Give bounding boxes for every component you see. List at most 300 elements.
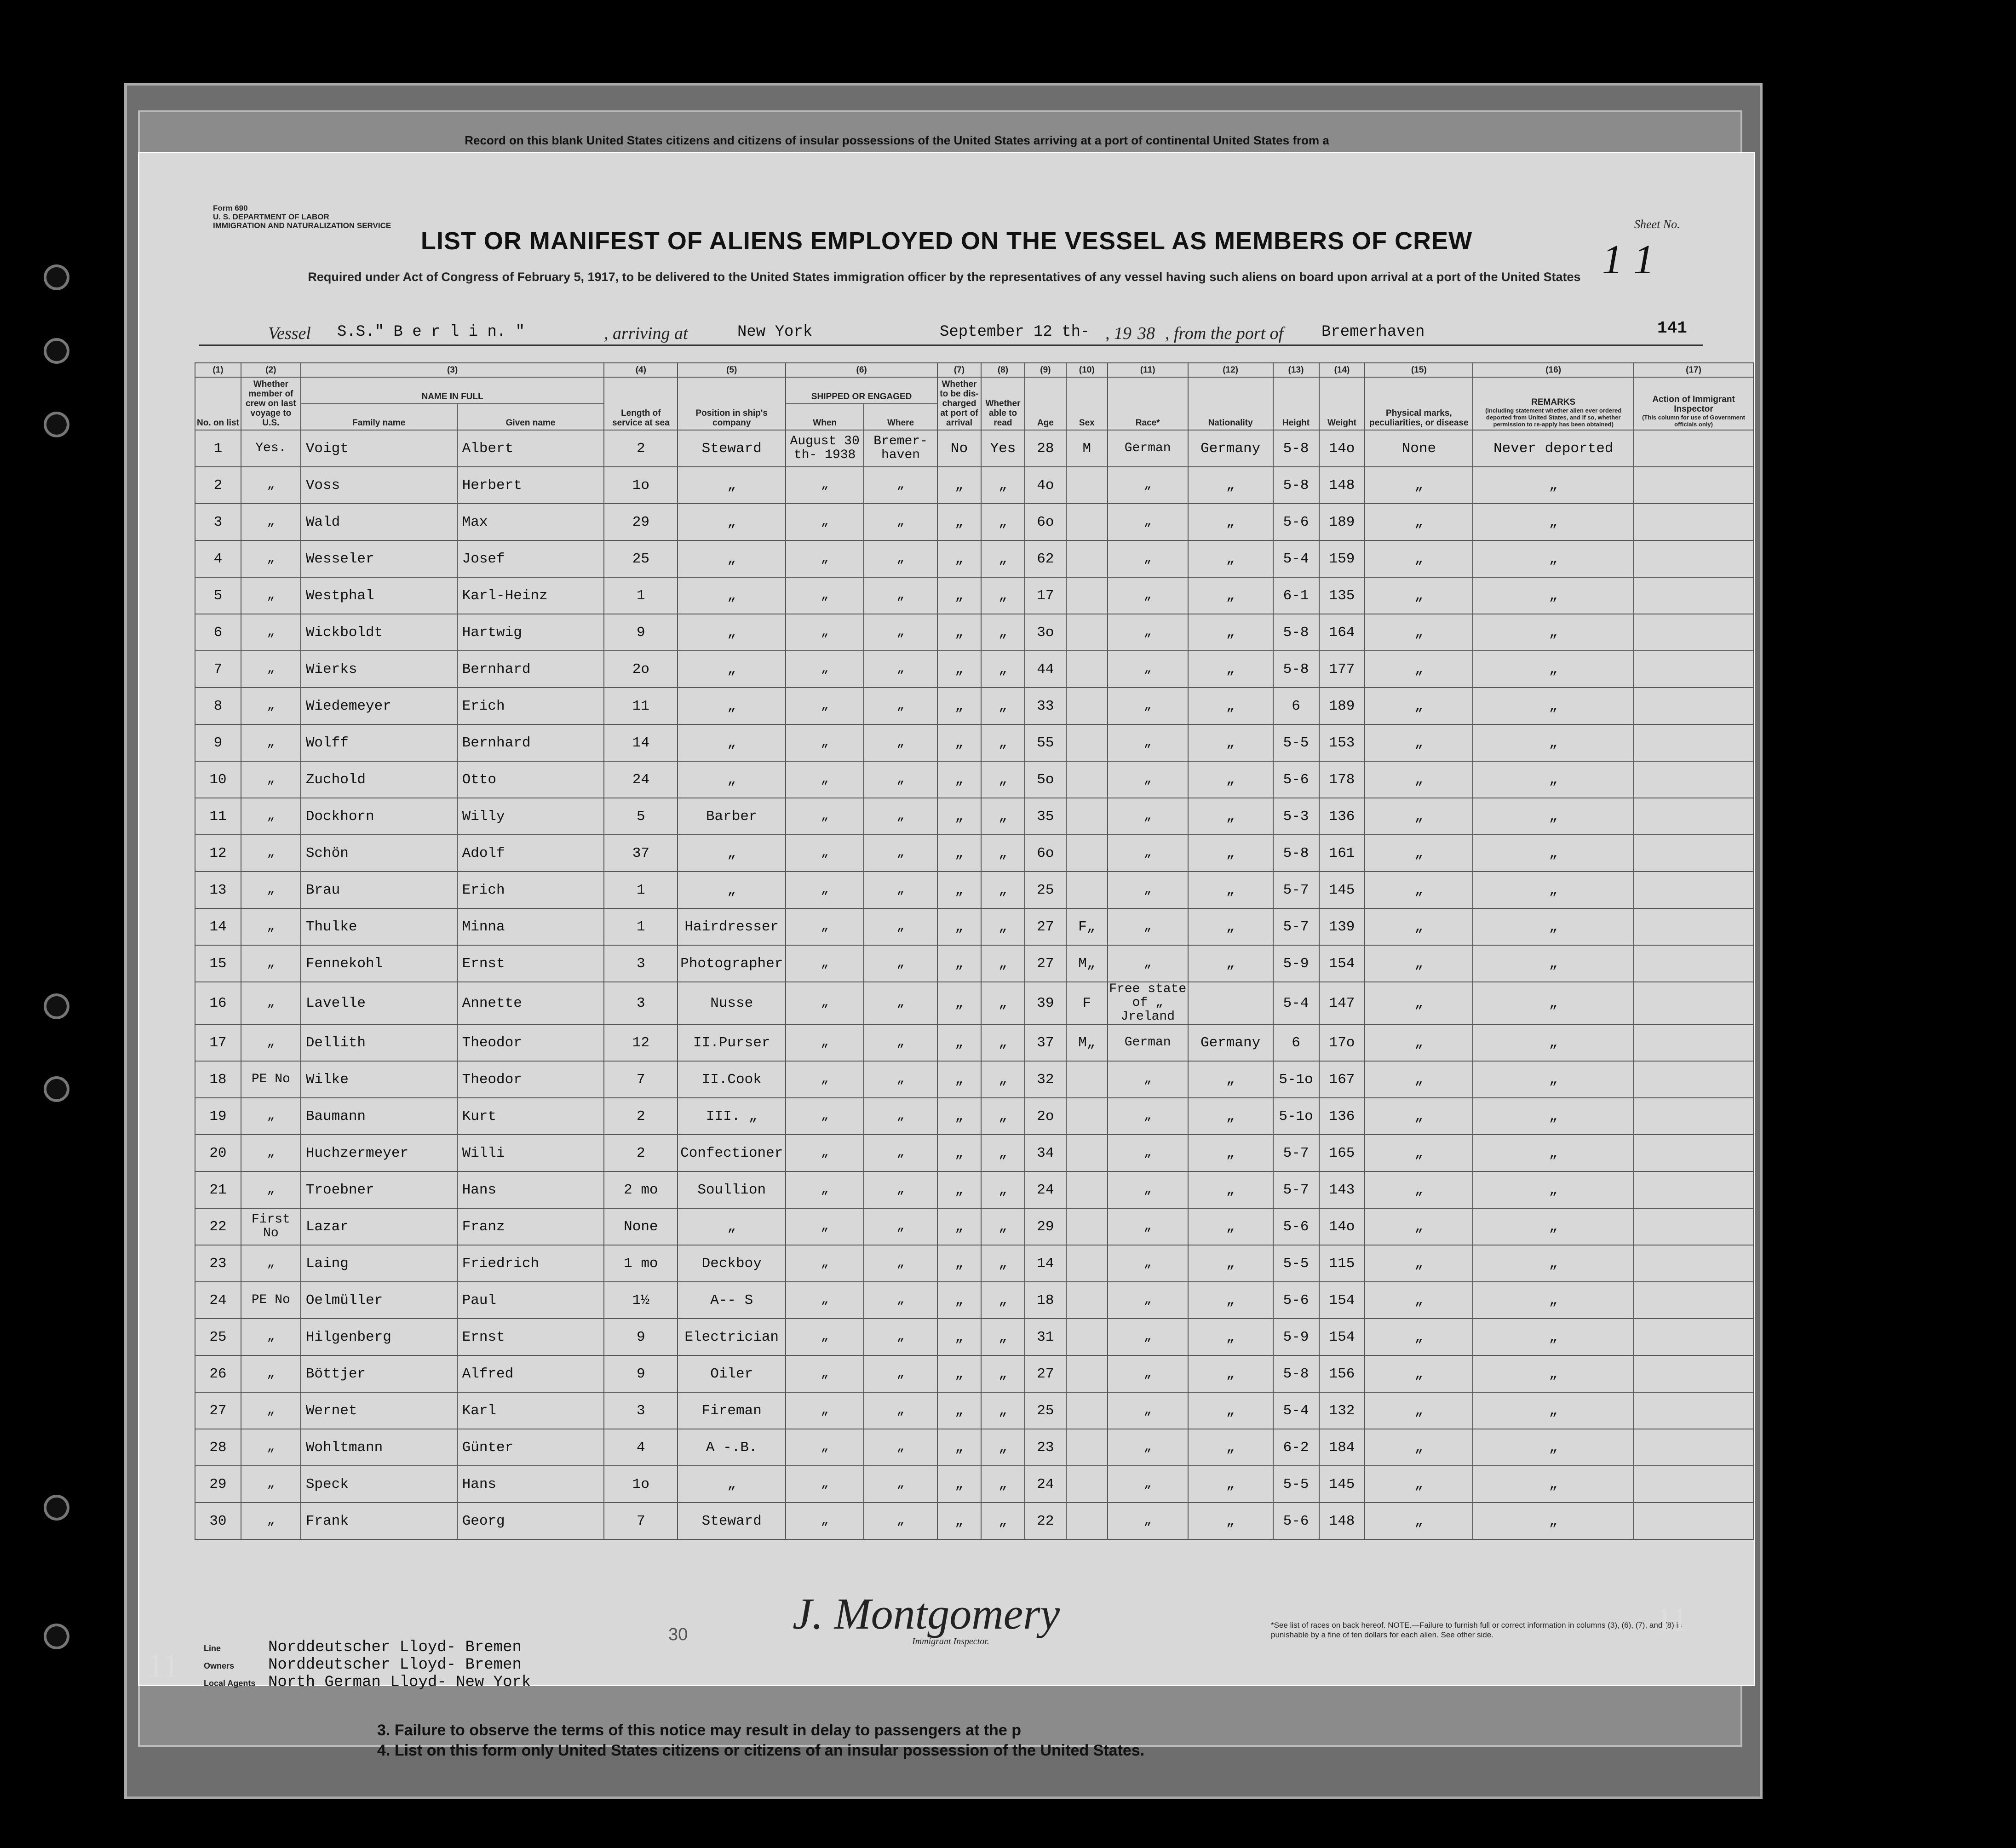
cell-when: „ — [786, 1098, 864, 1135]
header-nationality: Nationality — [1188, 377, 1273, 430]
cell-given: Willy — [457, 798, 604, 835]
cell-position: „ — [678, 872, 786, 908]
cell-given: Josef — [457, 540, 604, 577]
cell-physical: „ — [1365, 1208, 1473, 1245]
cell-nationality: „ — [1188, 1503, 1273, 1539]
cell-family: Böttjer — [301, 1355, 457, 1392]
cell-position: „ — [678, 651, 786, 688]
cell-nationality: „ — [1188, 1319, 1273, 1355]
cell-race: German — [1108, 430, 1188, 467]
cell-weight: 14o — [1319, 1208, 1365, 1245]
cell-length: 2 — [604, 1135, 678, 1171]
header-family-name: Family name — [301, 404, 457, 430]
cell-race: „ — [1108, 908, 1188, 945]
cell-given: Theodor — [457, 1024, 604, 1061]
cell-weight: 132 — [1319, 1392, 1365, 1429]
cell-when: „ — [786, 798, 864, 835]
cell-discharged: „ — [937, 724, 981, 761]
cell-age: 55 — [1025, 724, 1066, 761]
signature-label: Immigrant Inspector. — [912, 1636, 989, 1647]
cell-age: 23 — [1025, 1429, 1066, 1466]
cell-family: Wald — [301, 504, 457, 540]
cell-given: Hans — [457, 1466, 604, 1503]
cell-sex: M„ — [1066, 1024, 1108, 1061]
cell-height: 5-8 — [1273, 467, 1319, 504]
cell-where: „ — [864, 835, 937, 872]
cell-action — [1634, 945, 1753, 982]
cell-remarks: „ — [1473, 1245, 1634, 1282]
cell-where: „ — [864, 1319, 937, 1355]
cell-length: 1 — [604, 872, 678, 908]
cell-race: „ — [1108, 504, 1188, 540]
cell-physical: None — [1365, 430, 1473, 467]
cell-where: „ — [864, 872, 937, 908]
cell-action — [1634, 1466, 1753, 1503]
cell-remarks: „ — [1473, 1171, 1634, 1208]
cell-given: Herbert — [457, 467, 604, 504]
cell-discharged: „ — [937, 540, 981, 577]
cell-given: Bernhard — [457, 651, 604, 688]
cell-action — [1634, 982, 1753, 1024]
cell-no: 1 — [195, 430, 241, 467]
cell-given: Karl-Heinz — [457, 577, 604, 614]
cell-position: „ — [678, 467, 786, 504]
cell-when: „ — [786, 1392, 864, 1429]
table-row — [195, 1171, 1753, 1208]
cell-where: „ — [864, 1024, 937, 1061]
cell-given: Otto — [457, 761, 604, 798]
vessel-owner-block: Line Norddeutscher Lloyd- Bremen Owners Norddeutscher Lloyd- Bremen Local Agents North German Lloyd- New York — [204, 1639, 531, 1691]
cell-age: 33 — [1025, 688, 1066, 724]
table-row — [195, 1208, 1753, 1245]
table-row — [195, 1135, 1753, 1171]
cell-sex — [1066, 1503, 1108, 1539]
cell-sex — [1066, 761, 1108, 798]
cell-where: „ — [864, 1208, 937, 1245]
cell-given: Max — [457, 504, 604, 540]
cell-position: „ — [678, 540, 786, 577]
table-row — [195, 1429, 1753, 1466]
cell-action — [1634, 872, 1753, 908]
cell-physical: „ — [1365, 1392, 1473, 1429]
cell-sex — [1066, 798, 1108, 835]
cell-length: 11 — [604, 688, 678, 724]
cell-discharged: „ — [937, 504, 981, 540]
cell-member: PE No — [241, 1061, 301, 1098]
cell-sex — [1066, 1466, 1108, 1503]
from-port: Bremerhaven — [1321, 323, 1425, 341]
table-row — [195, 430, 1753, 467]
cell-member: „ — [241, 1503, 301, 1539]
cell-age: 39 — [1025, 982, 1066, 1024]
cell-when: „ — [786, 540, 864, 577]
cell-height: 5-5 — [1273, 1245, 1319, 1282]
table-row — [195, 724, 1753, 761]
cell-length: 3 — [604, 1392, 678, 1429]
column-numbers-row: (1) (2) (3) (4) (5) (6) (7) (8) (9) (10) (11) (12) (13) (14) (15) (16) (17) — [195, 363, 1753, 377]
cell-sex — [1066, 1245, 1108, 1282]
cell-physical: „ — [1365, 504, 1473, 540]
header-physical: Physical marks, peculiarities, or disease — [1365, 377, 1473, 430]
binder-hole-icon — [44, 412, 69, 437]
cell-family: Wickboldt — [301, 614, 457, 651]
cell-physical: „ — [1365, 945, 1473, 982]
cell-family: Dellith — [301, 1024, 457, 1061]
cell-family: Thulke — [301, 908, 457, 945]
cell-race: „ — [1108, 1429, 1188, 1466]
cell-read: „ — [981, 688, 1025, 724]
cell-nationality: „ — [1188, 1208, 1273, 1245]
cell-nationality: „ — [1188, 614, 1273, 651]
cell-nationality: „ — [1188, 872, 1273, 908]
cell-remarks: „ — [1473, 1135, 1634, 1171]
cell-no: 23 — [195, 1245, 241, 1282]
cell-family: Laing — [301, 1245, 457, 1282]
cell-action — [1634, 651, 1753, 688]
cell-family: Wilke — [301, 1061, 457, 1098]
cell-member: PE No — [241, 1282, 301, 1319]
cell-remarks: „ — [1473, 1282, 1634, 1319]
cell-no: 22 — [195, 1208, 241, 1245]
cell-length: 1o — [604, 1466, 678, 1503]
cell-physical: „ — [1365, 724, 1473, 761]
cell-action — [1634, 1392, 1753, 1429]
year: 38 — [1137, 324, 1155, 343]
cell-age: 22 — [1025, 1503, 1066, 1539]
table-row — [195, 872, 1753, 908]
cell-age: 25 — [1025, 872, 1066, 908]
cell-member: „ — [241, 540, 301, 577]
cell-age: 14 — [1025, 1245, 1066, 1282]
cell-weight: 136 — [1319, 1098, 1365, 1135]
cell-length: 25 — [604, 540, 678, 577]
cell-member: „ — [241, 467, 301, 504]
cell-when: „ — [786, 1171, 864, 1208]
arriving-port: New York — [737, 323, 813, 341]
cell-height: 5-6 — [1273, 1503, 1319, 1539]
cell-discharged: „ — [937, 577, 981, 614]
cell-discharged: „ — [937, 467, 981, 504]
cell-discharged: „ — [937, 1245, 981, 1282]
cell-remarks: „ — [1473, 577, 1634, 614]
cell-discharged: „ — [937, 1208, 981, 1245]
cell-nationality: „ — [1188, 1245, 1273, 1282]
cell-physical: „ — [1365, 1429, 1473, 1466]
cell-given: Erich — [457, 688, 604, 724]
cell-height: 6-2 — [1273, 1429, 1319, 1466]
cell-age: 32 — [1025, 1061, 1066, 1098]
cell-length: 5 — [604, 798, 678, 835]
cell-read: „ — [981, 540, 1025, 577]
header-sex: Sex — [1066, 377, 1108, 430]
vessel-line — [199, 323, 1703, 346]
cell-age: 25 — [1025, 1392, 1066, 1429]
cell-action — [1634, 1355, 1753, 1392]
cell-weight: 145 — [1319, 872, 1365, 908]
cell-no: 26 — [195, 1355, 241, 1392]
cell-where: „ — [864, 761, 937, 798]
cell-race: „ — [1108, 540, 1188, 577]
cell-age: 44 — [1025, 651, 1066, 688]
table-row — [195, 1282, 1753, 1319]
cell-physical: „ — [1365, 1282, 1473, 1319]
cell-no: 8 — [195, 688, 241, 724]
cell-age: 4o — [1025, 467, 1066, 504]
cell-sex — [1066, 504, 1108, 540]
cell-given: Albert — [457, 430, 604, 467]
cell-when: „ — [786, 908, 864, 945]
cell-member: „ — [241, 982, 301, 1024]
cell-no: 14 — [195, 908, 241, 945]
cell-no: 30 — [195, 1503, 241, 1539]
cell-physical: „ — [1365, 835, 1473, 872]
cell-given: Hartwig — [457, 614, 604, 651]
cell-remarks: Never deported — [1473, 430, 1634, 467]
cell-weight: 14o — [1319, 430, 1365, 467]
cell-nationality: „ — [1188, 908, 1273, 945]
cell-no: 27 — [195, 1392, 241, 1429]
cell-remarks: „ — [1473, 798, 1634, 835]
cell-physical: „ — [1365, 651, 1473, 688]
header-when: When — [786, 404, 864, 430]
cell-read: „ — [981, 1466, 1025, 1503]
table-row — [195, 467, 1753, 504]
cell-where: „ — [864, 614, 937, 651]
line-value: Norddeutscher Lloyd- Bremen — [268, 1639, 522, 1656]
cell-action — [1634, 430, 1753, 467]
cell-when: August 30 th- 1938 — [786, 430, 864, 467]
cell-no: 18 — [195, 1061, 241, 1098]
header-remarks: REMARKS (including statement whether alien ever ordered deported from United States, and if so, whether permission to re-apply has been obtained) — [1473, 377, 1634, 430]
cell-height: 6 — [1273, 688, 1319, 724]
cell-nationality: „ — [1188, 1355, 1273, 1392]
cell-given: Georg — [457, 1503, 604, 1539]
cell-discharged: „ — [937, 908, 981, 945]
cell-sex — [1066, 872, 1108, 908]
cell-sex — [1066, 614, 1108, 651]
cell-discharged: „ — [937, 688, 981, 724]
cell-family: Troebner — [301, 1171, 457, 1208]
cell-length: 14 — [604, 724, 678, 761]
cell-given: Günter — [457, 1429, 604, 1466]
cell-when: „ — [786, 467, 864, 504]
table-row — [195, 908, 1753, 945]
year-prefix: , 19 — [1105, 324, 1131, 343]
crew-manifest-table — [195, 362, 1754, 1540]
cell-position: II.Cook — [678, 1061, 786, 1098]
cell-family: Voigt — [301, 430, 457, 467]
cell-no: 21 — [195, 1171, 241, 1208]
cell-action — [1634, 798, 1753, 835]
footnote: *See list of races on back hereof. NOTE.—Failure to furnish full or correct information in columns (3), (6), (7), and (8) is punishable by a fine of ten dollars for each alien. See other side. — [1271, 1621, 1682, 1639]
cell-age: 3o — [1025, 614, 1066, 651]
cell-height: 5-5 — [1273, 724, 1319, 761]
cell-read: „ — [981, 1282, 1025, 1319]
cell-where: „ — [864, 1135, 937, 1171]
cell-position: A -.B. — [678, 1429, 786, 1466]
cell-race: „ — [1108, 835, 1188, 872]
cell-given: Annette — [457, 982, 604, 1024]
count-note: 30 — [668, 1625, 688, 1644]
cell-family: Brau — [301, 872, 457, 908]
cell-position: Nusse — [678, 982, 786, 1024]
cell-family: Schön — [301, 835, 457, 872]
cell-remarks: „ — [1473, 467, 1634, 504]
cell-nationality: „ — [1188, 798, 1273, 835]
cell-physical: „ — [1365, 1466, 1473, 1503]
cell-position: „ — [678, 724, 786, 761]
cell-read: „ — [981, 1024, 1025, 1061]
cell-where: „ — [864, 577, 937, 614]
cell-where: „ — [864, 467, 937, 504]
cell-no: 24 — [195, 1282, 241, 1319]
header-given-name: Given name — [457, 404, 604, 430]
cell-member: „ — [241, 1024, 301, 1061]
cell-race: „ — [1108, 1208, 1188, 1245]
cell-member: „ — [241, 1392, 301, 1429]
cell-race: „ — [1108, 1466, 1188, 1503]
cell-where: „ — [864, 1466, 937, 1503]
cell-race: „ — [1108, 1171, 1188, 1208]
cell-when: „ — [786, 1024, 864, 1061]
cell-sex — [1066, 1319, 1108, 1355]
cell-age: 5o — [1025, 761, 1066, 798]
cell-when: „ — [786, 504, 864, 540]
cell-weight: 189 — [1319, 688, 1365, 724]
table-row — [195, 761, 1753, 798]
cell-sex — [1066, 1135, 1108, 1171]
cell-height: 5-9 — [1273, 945, 1319, 982]
cell-sex — [1066, 1208, 1108, 1245]
cell-weight: 145 — [1319, 1466, 1365, 1503]
cell-age: 34 — [1025, 1135, 1066, 1171]
cell-when: „ — [786, 724, 864, 761]
cell-weight: 143 — [1319, 1171, 1365, 1208]
cell-given: Franz — [457, 1208, 604, 1245]
cell-action — [1634, 1245, 1753, 1282]
binder-hole-icon — [44, 1495, 69, 1521]
cell-nationality: „ — [1188, 540, 1273, 577]
table-row — [195, 504, 1753, 540]
cell-remarks: „ — [1473, 872, 1634, 908]
cell-weight: 148 — [1319, 1503, 1365, 1539]
cell-member: „ — [241, 688, 301, 724]
underlying-instructions: 3. Failure to observe the terms of this notice may result in delay to passengers at the p 4. List on this form only United States citizens or citizens of an insular possession of the United States. — [377, 1722, 1145, 1759]
owners-value: Norddeutscher Lloyd- Bremen — [268, 1656, 522, 1674]
cell-given: Karl — [457, 1392, 604, 1429]
cell-remarks: „ — [1473, 945, 1634, 982]
cell-length: 9 — [604, 614, 678, 651]
cell-where: „ — [864, 724, 937, 761]
cell-sex: F„ — [1066, 908, 1108, 945]
cell-given: Erich — [457, 872, 604, 908]
cell-remarks: „ — [1473, 761, 1634, 798]
table-row — [195, 614, 1753, 651]
cell-discharged: „ — [937, 614, 981, 651]
cell-nationality — [1188, 982, 1273, 1024]
cell-height: 5-6 — [1273, 1282, 1319, 1319]
cell-action — [1634, 614, 1753, 651]
cell-age: 6o — [1025, 504, 1066, 540]
cell-action — [1634, 1135, 1753, 1171]
cell-given: Friedrich — [457, 1245, 604, 1282]
cell-given: Ernst — [457, 1319, 604, 1355]
cell-nationality: „ — [1188, 1098, 1273, 1135]
cell-sex — [1066, 724, 1108, 761]
cell-physical: „ — [1365, 1098, 1473, 1135]
cell-nationality: „ — [1188, 835, 1273, 872]
cell-nationality: „ — [1188, 1282, 1273, 1319]
vessel-name: S.S." B e r l i n. " — [337, 323, 525, 341]
cell-sex — [1066, 688, 1108, 724]
cell-position: Fireman — [678, 1392, 786, 1429]
cell-member: „ — [241, 504, 301, 540]
cell-physical: „ — [1365, 908, 1473, 945]
cell-discharged: „ — [937, 761, 981, 798]
cell-action — [1634, 1061, 1753, 1098]
cell-nationality: „ — [1188, 945, 1273, 982]
cell-weight: 136 — [1319, 798, 1365, 835]
binder-hole-icon — [44, 1624, 69, 1649]
cell-weight: 148 — [1319, 467, 1365, 504]
cell-where: „ — [864, 504, 937, 540]
cell-race: „ — [1108, 1245, 1188, 1282]
cell-action — [1634, 1319, 1753, 1355]
cell-remarks: „ — [1473, 1355, 1634, 1392]
header-length: Length of service at sea — [604, 377, 678, 430]
cell-nationality: „ — [1188, 504, 1273, 540]
arrival-date: September 12 th- — [940, 323, 1090, 341]
cell-read: „ — [981, 1503, 1025, 1539]
cell-height: 5-7 — [1273, 872, 1319, 908]
cell-discharged: „ — [937, 982, 981, 1024]
cell-race: „ — [1108, 467, 1188, 504]
header-weight: Weight — [1319, 377, 1365, 430]
cell-race: „ — [1108, 1355, 1188, 1392]
cell-family: Voss — [301, 467, 457, 504]
cell-no: 4 — [195, 540, 241, 577]
cell-where: „ — [864, 651, 937, 688]
cell-when: „ — [786, 872, 864, 908]
cell-position: „ — [678, 1208, 786, 1245]
binder-hole-icon — [44, 338, 69, 364]
cell-race: „ — [1108, 1098, 1188, 1135]
arriving-label: , arriving at — [604, 324, 688, 343]
cell-member: „ — [241, 872, 301, 908]
cell-no: 3 — [195, 504, 241, 540]
crew-rows — [195, 430, 1753, 1539]
cell-height: 5-4 — [1273, 982, 1319, 1024]
cell-age: 27 — [1025, 1355, 1066, 1392]
cell-position: A-- S — [678, 1282, 786, 1319]
cell-remarks: „ — [1473, 688, 1634, 724]
cell-read: „ — [981, 724, 1025, 761]
cell-height: 5-7 — [1273, 1135, 1319, 1171]
cell-where: „ — [864, 982, 937, 1024]
cell-age: 35 — [1025, 798, 1066, 835]
table-row — [195, 1392, 1753, 1429]
cell-position: Photographer — [678, 945, 786, 982]
cell-race: „ — [1108, 1503, 1188, 1539]
cell-physical: „ — [1365, 1171, 1473, 1208]
cell-when: „ — [786, 1355, 864, 1392]
cell-discharged: „ — [937, 1466, 981, 1503]
cell-length: 1 mo — [604, 1245, 678, 1282]
cell-position: „ — [678, 1466, 786, 1503]
cell-position: „ — [678, 761, 786, 798]
cell-read: „ — [981, 1355, 1025, 1392]
cell-weight: 184 — [1319, 1429, 1365, 1466]
